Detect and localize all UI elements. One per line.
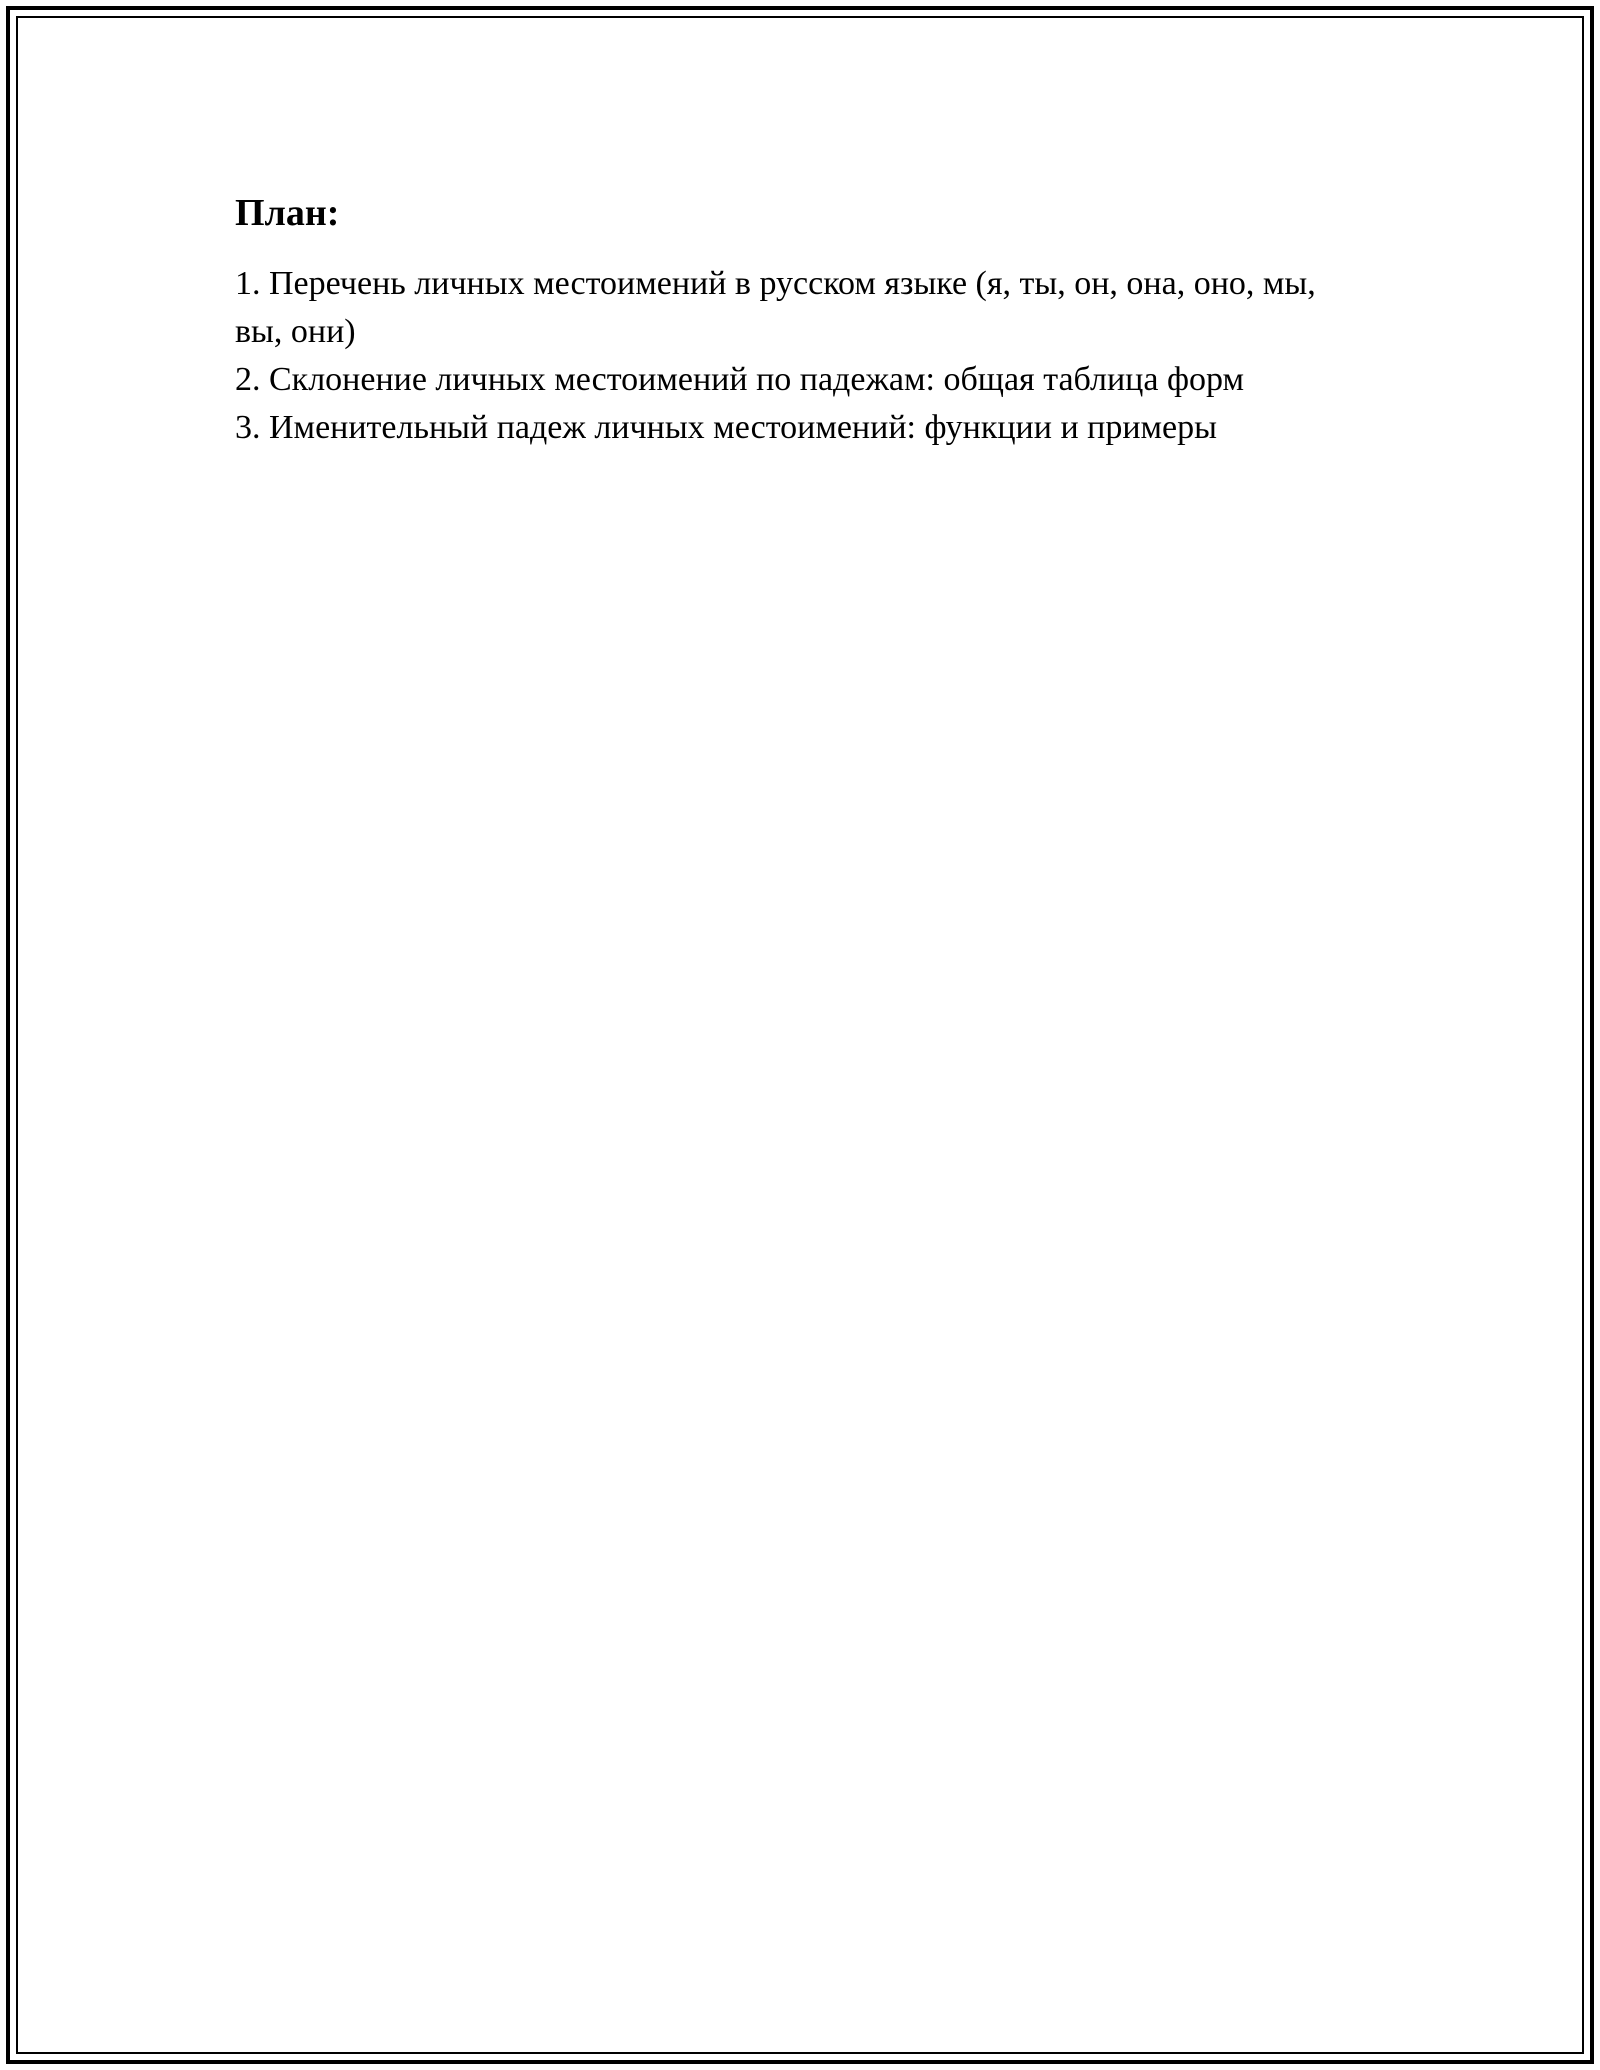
- plan-list: [235, 260, 1365, 452]
- plan-item-3: 3. Именительный падеж личных местоимений: функции и примеры: [235, 409, 1217, 446]
- page-title: План:: [235, 192, 340, 234]
- plan-item-2: 2. Склонение личных местоимений по падежам: общая таблица форм: [235, 361, 1244, 398]
- plan-item-1: 1. Перечень личных местоимений в русском языке (я, ты, он, она, оно, мы, вы, они): [235, 265, 1316, 350]
- document-content: [235, 188, 1365, 452]
